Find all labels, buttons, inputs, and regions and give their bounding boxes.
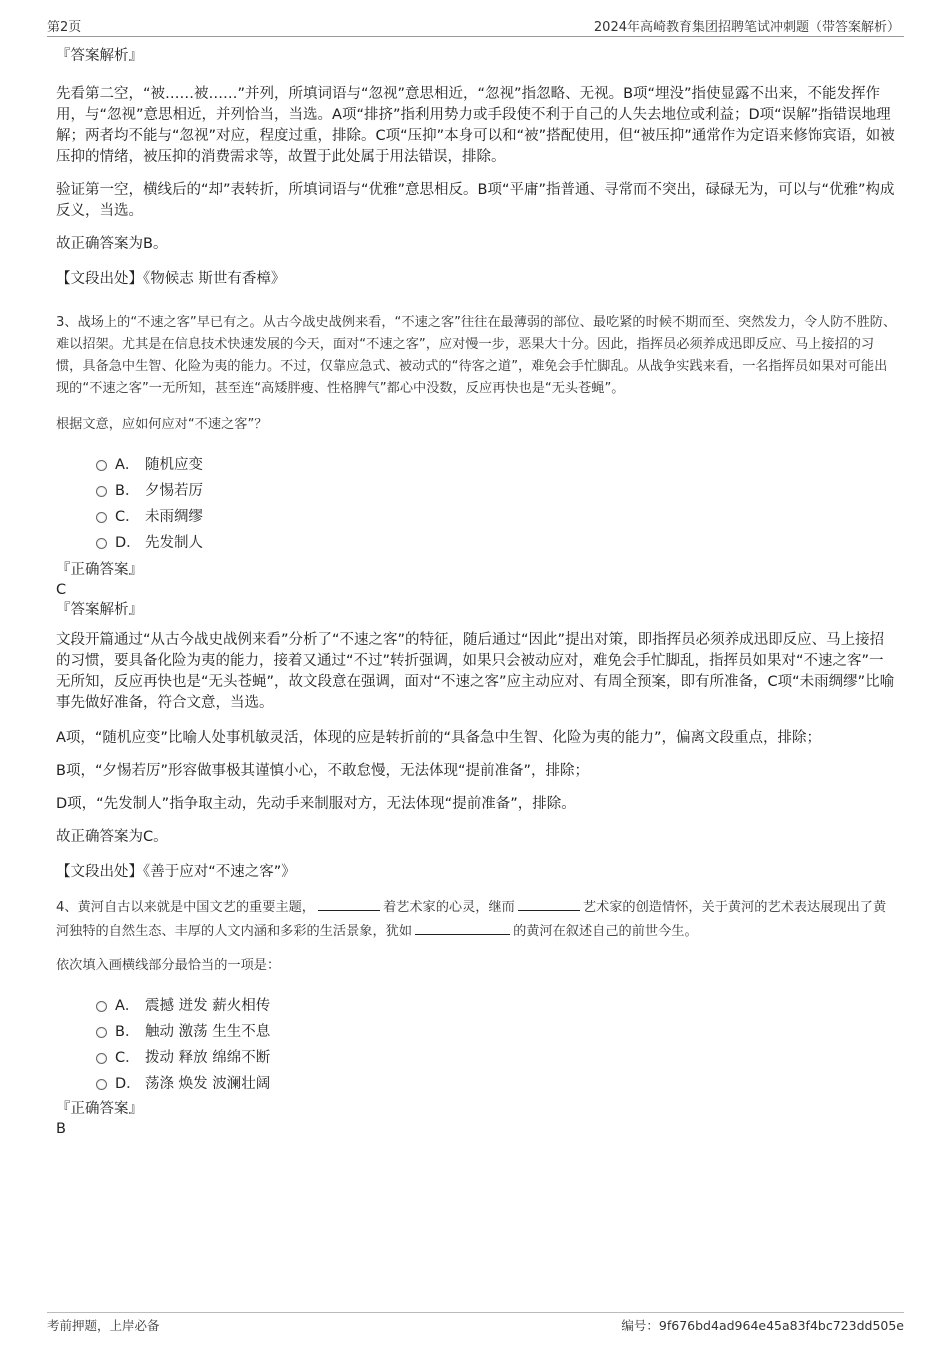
q3-option-c[interactable] — [96, 502, 898, 528]
option-key: D． — [115, 534, 141, 551]
page-content — [56, 46, 898, 1139]
q3-options — [96, 450, 898, 554]
radio-icon[interactable] — [96, 1027, 107, 1038]
option-key: A． — [115, 997, 140, 1014]
option-key: C． — [115, 508, 140, 525]
option-text: 未雨绸缪 — [145, 508, 203, 525]
option-text: 先发制人 — [145, 534, 203, 551]
radio-icon[interactable] — [96, 512, 107, 523]
q2-analysis-para2: 验证第一空，横线后的“却”表转折，所填词语与“优雅”意思相反。B项“平庸”指普通、寻常而不突出，碌碌无为，可以与“优雅”构成反义，当选。 — [56, 182, 895, 219]
q4-option-d[interactable] — [96, 1069, 898, 1095]
q4-options — [96, 991, 898, 1095]
q3-analysis-para4: D项，“先发制人”指争取主动，先动手来制服对方，无法体现“提前准备”，排除。 — [56, 796, 576, 812]
q4-stem-part-2: 着艺术家的心灵，继而 — [382, 900, 515, 915]
q3-option-a[interactable] — [96, 450, 898, 476]
q3-analysis-label: 『答案解析』 — [56, 602, 143, 618]
q3-source: 【文段出处】《善于应对“不速之客”》 — [56, 864, 296, 880]
q4-stem-part-4: 的黄河在叙述自己的前世今生。 — [513, 924, 698, 939]
q4-stem — [56, 895, 898, 943]
option-text: 触动 激荡 生生不息 — [145, 1023, 271, 1040]
q3-analysis-para2: A项，“随机应变”比喻人处事机敏灵活，体现的应是转折前的“具备急中生智、化险为夷的能力”，偏离文段重点，排除； — [56, 730, 821, 746]
option-key: D． — [115, 1075, 141, 1092]
q4-option-c[interactable] — [96, 1043, 898, 1069]
radio-icon[interactable] — [96, 486, 107, 497]
q2-analysis-para1: 先看第二空，“被……被……”并列，所填词语与“忽视”意思相近，“忽视”指忽略、无视。B项“埋没”指使显露不出来，不能发挥作用，与“忽视”意思相近，并列恰当，当选。A项“排挤”指利用势力或手段使不利于自己的人失去地位或利益；D项“误解”指错误地理解；两者均不能与“忽视”对应，程度过重，排除。C项“压抑”本身可以和“被”搭配使用，但“被压抑”通常作为定语来修饰宾语，如被压抑的情绪，被压抑的消费需求等，故置于此处属于用法错误，排除。 — [56, 86, 895, 165]
q2-source: 【文段出处】《物候志 斯世有香樟》 — [56, 271, 286, 287]
q4-blank-1 — [318, 895, 380, 911]
q3-correct-answer: C — [56, 582, 67, 598]
q2-conclusion: 故正确答案为B。 — [56, 236, 168, 252]
q4-stem-part-1: 4、黄河自古以来就是中国文艺的重要主题， — [56, 900, 315, 915]
q4-option-b[interactable] — [96, 1017, 898, 1043]
option-text: 震撼 迸发 薪火相传 — [145, 997, 271, 1014]
q3-conclusion: 故正确答案为C。 — [56, 829, 168, 845]
option-text: 荡涤 焕发 波澜壮阔 — [145, 1075, 271, 1092]
q4-correct-answer: B — [56, 1121, 66, 1137]
footer-slogan: 考前押题，上岸必备 — [47, 1318, 160, 1333]
option-key: A． — [115, 456, 140, 473]
radio-icon[interactable] — [96, 538, 107, 549]
option-text: 夕惕若厉 — [145, 482, 203, 499]
radio-icon[interactable] — [96, 1079, 107, 1090]
q4-question: 依次填入画横线部分最恰当的一项是： — [56, 958, 281, 973]
document-title: 2024年高崎教育集团招聘笔试冲刺题（带答案解析） — [593, 20, 900, 35]
option-key: B． — [115, 482, 140, 499]
option-key: B． — [115, 1023, 140, 1040]
q3-correct-label: 『正确答案』 — [56, 562, 143, 578]
radio-icon[interactable] — [96, 1053, 107, 1064]
page-number: 第2页 — [47, 20, 82, 35]
q3-analysis-para3: B项，“夕惕若厉”形容做事极其谨慎小心，不敢怠慢，无法体现“提前准备”，排除； — [56, 763, 589, 779]
q4-stem-part-3: 艺术家的创造情怀，关于黄河的艺术表达展现出了黄河独特的自然生态、丰厚的人文内涵和多彩的生活景象，犹如 — [56, 900, 887, 939]
option-text: 随机应变 — [145, 456, 203, 473]
footer-serial: 编号：9f676bd4ad964e45a83f4bc723dd505e — [621, 1318, 904, 1333]
q3-option-d[interactable] — [96, 528, 898, 554]
option-text: 拨动 释放 绵绵不断 — [145, 1049, 271, 1066]
q4-option-a[interactable] — [96, 991, 898, 1017]
option-key: C． — [115, 1049, 140, 1066]
page-header — [47, 14, 904, 37]
q4-blank-3 — [415, 919, 510, 935]
q3-analysis-para1: 文段开篇通过“从古今战史战例来看”分析了“不速之客”的特征，随后通过“因此”提出对策，即指挥员必须养成迅即反应、马上接招的习惯，要具备化险为夷的能力，接着又通过“不过”转折强调，如果只会被动应对，难免会手忙脚乱，指挥员如果对“不速之客”一无所知，反应再快也是“无头苍蝇”，故文段意在强调，面对“不速之客”应主动应对、有周全预案，即有所准备，C项“未雨绸缪”比喻事先做好准备，符合文意，当选。 — [56, 632, 895, 711]
radio-icon[interactable] — [96, 460, 107, 471]
q3-question: 根据文意，应如何应对“不速之客”？ — [56, 417, 268, 432]
q4-correct-label: 『正确答案』 — [56, 1101, 143, 1117]
page-footer — [47, 1312, 904, 1333]
q3-stem: 3、战场上的“不速之客”早已有之。从古今战史战例来看，“不速之客”往往在最薄弱的部位、最吃紧的时候不期而至、突然发力，令人防不胜防、难以招架。尤其是在信息技术快速发展的今天，面对“不速之客”，应对慢一步，恶果大十分。因此，指挥员必须养成迅即反应、马上接招的习惯，具备急中生智、化险为夷的能力。不过，仅靠应急式、被动式的“待客之道”，难免会手忙脚乱。从战争实践来看，一名指挥员如果对可能出现的“不速之客”一无所知，甚至连“高矮胖瘦、性格脾气”都心中没数，反应再快也是“无头苍蝇”。 — [56, 315, 897, 396]
radio-icon[interactable] — [96, 1001, 107, 1012]
q2-analysis-label: 『答案解析』 — [56, 48, 143, 64]
q3-option-b[interactable] — [96, 476, 898, 502]
q4-blank-2 — [518, 895, 580, 911]
